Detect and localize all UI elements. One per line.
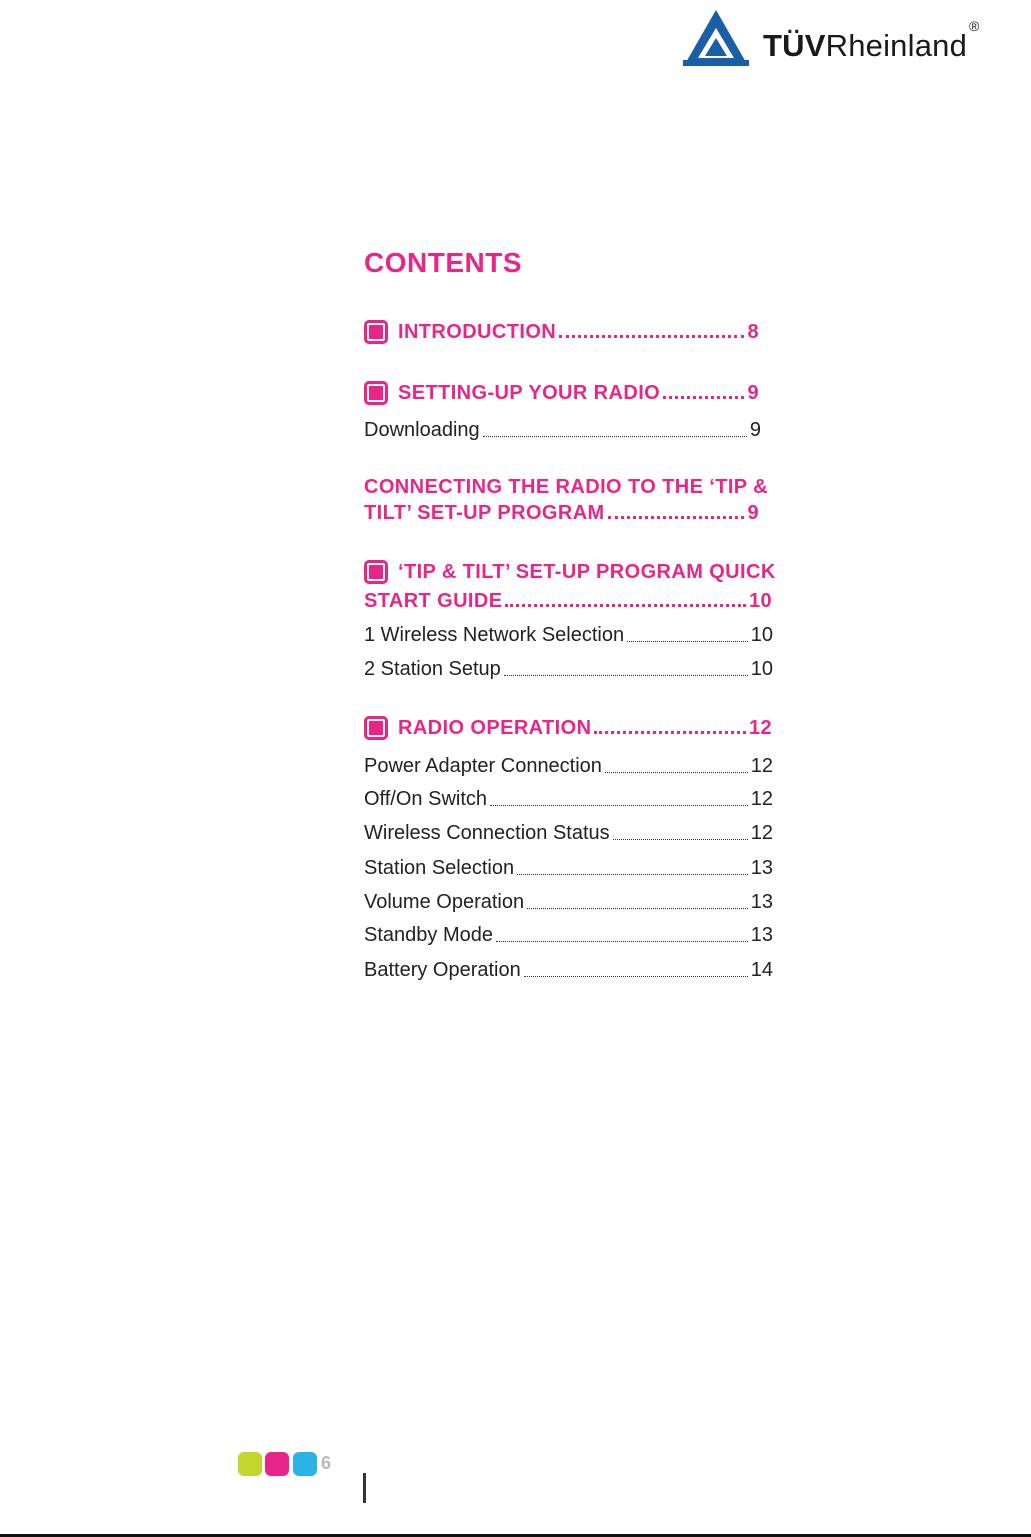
footer-pink-square <box>265 1452 289 1476</box>
dot-leader <box>594 731 746 734</box>
toc-entry[interactable] <box>364 822 773 845</box>
dot-leader <box>490 805 748 806</box>
toc-heading-label: CONNECTING THE RADIO TO THE ‘TIP & <box>364 476 768 498</box>
toc-heading-quick-start-line1[interactable] <box>364 560 774 584</box>
tuv-triangle-icon <box>683 8 749 68</box>
toc-page-number: 10 <box>750 658 773 680</box>
dot-leader <box>527 908 748 909</box>
dot-leader <box>524 976 748 977</box>
toc-page-number: 10 <box>748 590 772 612</box>
dot-leader <box>517 874 748 875</box>
toc-entry[interactable] <box>364 658 773 681</box>
toc-entry[interactable] <box>364 959 773 982</box>
square-bullet-icon <box>364 716 388 740</box>
toc-heading-label: INTRODUCTION <box>398 321 557 343</box>
toc-entry-label: Downloading <box>364 419 480 441</box>
toc-entry[interactable] <box>364 924 773 947</box>
logo-wordmark: TÜVRheinland® <box>763 17 980 63</box>
toc-heading-setting-up[interactable] <box>364 381 759 405</box>
dot-leader <box>627 641 748 642</box>
toc-heading-introduction[interactable] <box>364 320 759 344</box>
toc-entry-label: 2 Station Setup <box>364 658 501 680</box>
toc-page-number: 12 <box>750 755 773 777</box>
page-number: 6 <box>321 1453 332 1473</box>
footer-divider <box>363 1473 366 1503</box>
toc-heading-label: SETTING-UP YOUR RADIO <box>398 382 661 404</box>
toc-page-number: 12 <box>750 788 773 810</box>
toc-entry[interactable] <box>364 755 773 778</box>
dot-leader <box>496 941 748 942</box>
dot-leader <box>663 396 744 399</box>
toc-entry-label: Wireless Connection Status <box>364 822 610 844</box>
toc-entry-label: Station Selection <box>364 857 515 879</box>
toc-heading-connecting-line1[interactable] <box>364 476 768 499</box>
toc-heading-label: TILT’ SET-UP PROGRAM <box>364 502 605 524</box>
toc-page-number: 9 <box>747 382 759 404</box>
toc-heading-quick-start-line2[interactable] <box>364 590 772 613</box>
toc-heading-label: RADIO OPERATION <box>398 717 592 739</box>
toc-page-number: 9 <box>747 502 759 524</box>
toc-heading-label: ‘TIP & TILT’ SET-UP PROGRAM QUICK <box>398 561 776 583</box>
toc-heading-radio-operation[interactable] <box>364 716 772 740</box>
square-bullet-icon <box>364 560 388 584</box>
toc-heading-label: START GUIDE <box>364 590 503 612</box>
toc-entry-label: Power Adapter Connection <box>364 755 602 777</box>
toc-entry-label: Volume Operation <box>364 891 525 913</box>
toc-entry[interactable] <box>364 891 773 914</box>
toc-page-number: 12 <box>750 822 773 844</box>
footer-blue-square <box>293 1452 317 1476</box>
dot-leader <box>483 436 747 437</box>
toc-page-number: 12 <box>748 717 772 739</box>
toc-entry[interactable] <box>364 857 773 880</box>
dot-leader <box>613 839 748 840</box>
toc-page-number: 13 <box>750 891 773 913</box>
footer-green-square <box>238 1452 262 1476</box>
toc-entry-label: 1 Wireless Network Selection <box>364 624 625 646</box>
toc-entry[interactable] <box>364 419 761 442</box>
toc-entry-label: Off/On Switch <box>364 788 488 810</box>
toc-page-number: 14 <box>750 959 773 981</box>
dot-leader <box>559 335 744 338</box>
toc-heading-connecting-line2[interactable] <box>364 502 759 525</box>
dot-leader <box>608 516 745 519</box>
contents-title: CONTENTS <box>364 247 522 278</box>
square-bullet-icon <box>364 381 388 405</box>
tuv-rheinland-logo <box>683 8 1013 68</box>
dot-leader <box>605 772 748 773</box>
toc-page-number: 10 <box>750 624 773 646</box>
toc-page-number: 9 <box>749 419 761 441</box>
toc-page-number: 13 <box>750 857 773 879</box>
toc-entry[interactable] <box>364 624 773 647</box>
toc-entry-label: Battery Operation <box>364 959 521 981</box>
dot-leader <box>504 675 748 676</box>
toc-entry[interactable] <box>364 788 773 811</box>
toc-page-number: 13 <box>750 924 773 946</box>
dot-leader <box>505 604 745 607</box>
toc-entry-label: Standby Mode <box>364 924 493 946</box>
square-bullet-icon <box>364 320 388 344</box>
toc-page-number: 8 <box>747 321 759 343</box>
